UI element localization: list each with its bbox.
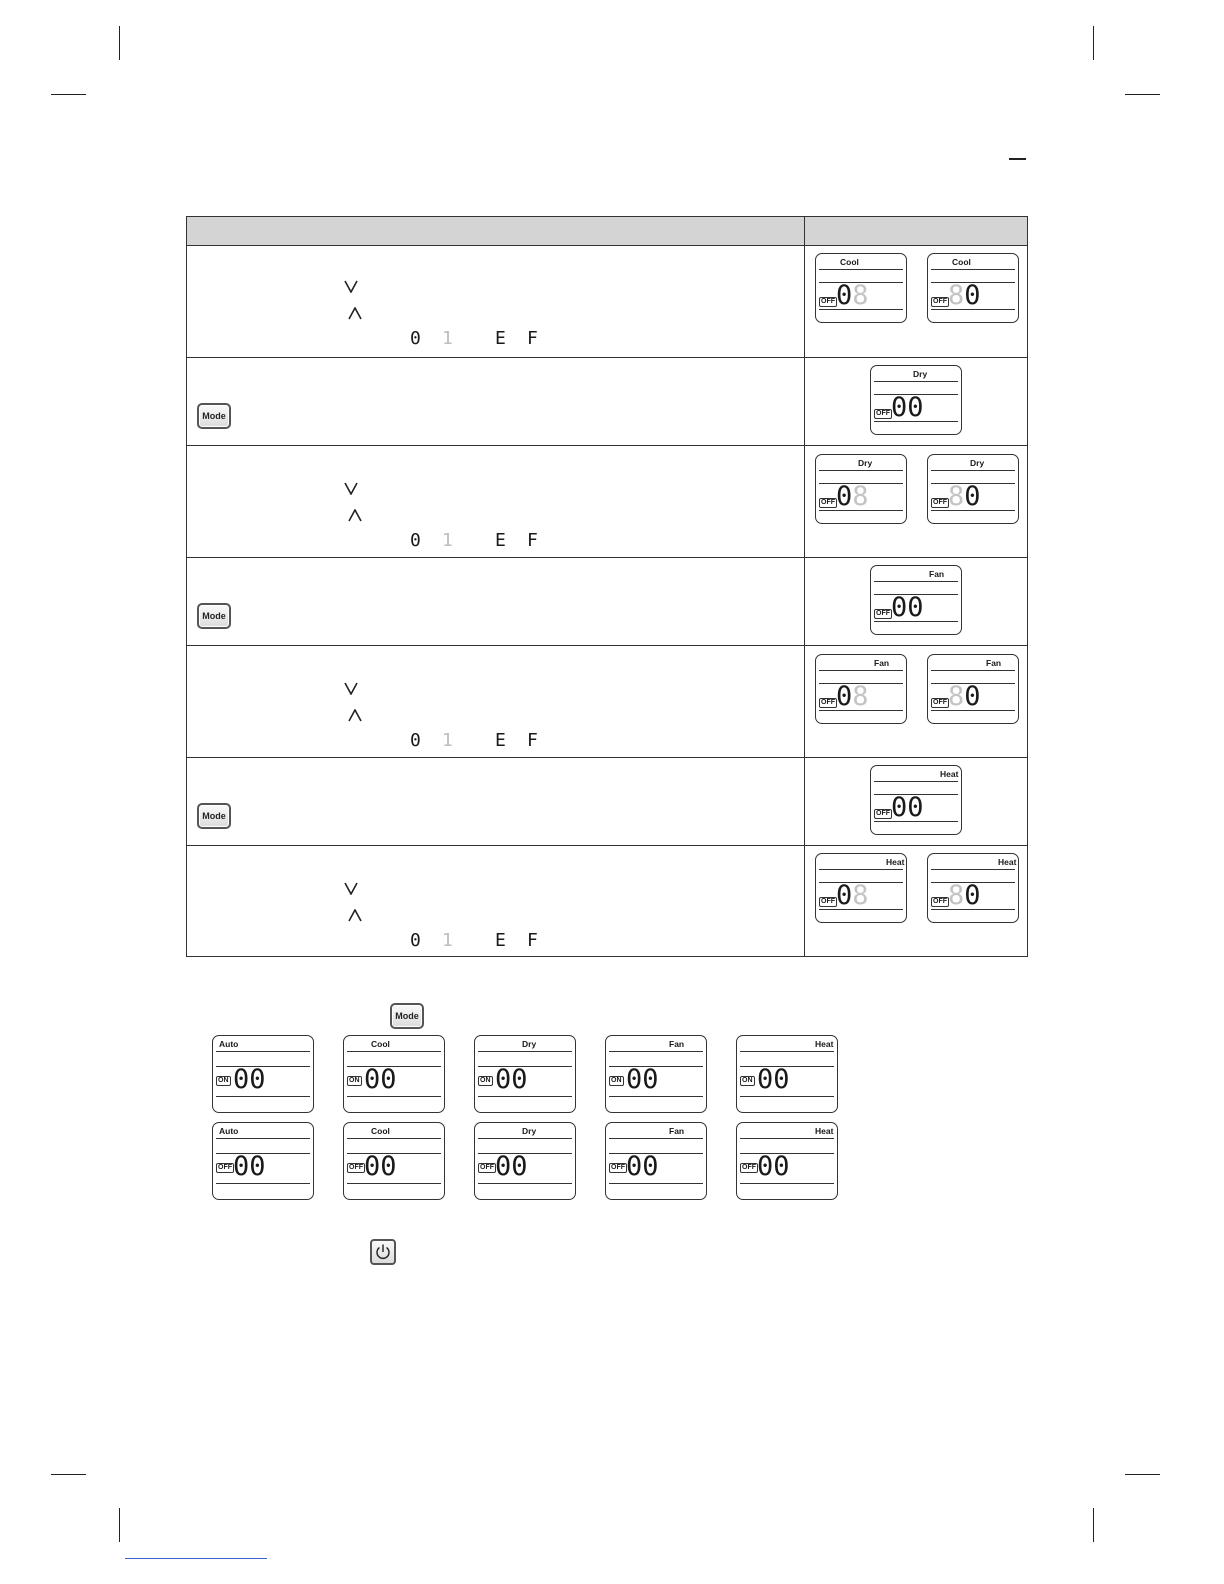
- lcd-digits: 08: [836, 681, 869, 712]
- lcd-mode-label: Fan: [874, 658, 890, 668]
- mode-button[interactable]: Mode: [197, 403, 231, 429]
- lcd-state-badge: ON: [349, 1077, 360, 1084]
- lcd-display: [815, 454, 907, 524]
- lcd-state-badge: OFF: [933, 499, 947, 506]
- lcd-mode-label: Fan: [986, 658, 1002, 668]
- lcd-digits: 00: [233, 1151, 266, 1182]
- lcd-display-auto-on: [212, 1035, 314, 1113]
- lcd-mode-label: Dry: [858, 458, 873, 468]
- lcd-mode-label: Heat: [998, 857, 1017, 867]
- crop-mark: [1125, 1474, 1160, 1475]
- chevron-down-icon: [344, 882, 358, 895]
- crop-mark: [1093, 1508, 1094, 1542]
- table-header: [187, 217, 1027, 246]
- lcd-display-heat-on: [736, 1035, 838, 1113]
- mode-button[interactable]: Mode: [390, 1003, 424, 1029]
- footer-link-line: [125, 1558, 267, 1559]
- segment-digit-e: E: [495, 328, 506, 349]
- lcd-digits: 80: [948, 481, 981, 512]
- table-row-mode-dry: [187, 358, 1027, 446]
- lcd-digits: 80: [948, 280, 981, 311]
- lcd-state-badge: OFF: [480, 1164, 494, 1171]
- lcd-mode-label: Fan: [669, 1126, 685, 1136]
- crop-mark: [51, 1474, 86, 1475]
- segment-digit-1: 1: [442, 930, 453, 951]
- chevron-up-icon: [348, 509, 362, 522]
- lcd-digits: 00: [891, 792, 924, 823]
- crop-mark: [1093, 26, 1094, 60]
- segment-digit-f: F: [527, 730, 538, 751]
- lcd-display-heat-off: [736, 1122, 838, 1200]
- lcd-mode-label: Fan: [669, 1039, 685, 1049]
- crop-mark: [1125, 94, 1160, 95]
- header-dash: [1009, 158, 1026, 160]
- lcd-display-fan-off: [605, 1122, 707, 1200]
- lcd-state-badge: OFF: [821, 499, 835, 506]
- lcd-state-badge: OFF: [349, 1164, 363, 1171]
- lcd-state-badge: OFF: [821, 298, 835, 305]
- lcd-state-badge: OFF: [218, 1164, 232, 1171]
- lcd-display: [927, 253, 1019, 323]
- lcd-display-auto-off: [212, 1122, 314, 1200]
- chevron-down-icon: [344, 682, 358, 695]
- lcd-digits: 00: [757, 1151, 790, 1182]
- table-row-fan-adjust: [187, 646, 1027, 758]
- segment-digit-0: 0: [410, 328, 421, 349]
- segment-digit-1: 1: [442, 730, 453, 751]
- lcd-display: [815, 654, 907, 724]
- lcd-display: [815, 853, 907, 923]
- lcd-state-badge: OFF: [876, 410, 890, 417]
- lcd-state-badge: OFF: [876, 810, 890, 817]
- lcd-state-badge: OFF: [821, 699, 835, 706]
- table-row-mode-fan: [187, 558, 1027, 646]
- lcd-state-badge: OFF: [933, 699, 947, 706]
- lcd-display: [870, 565, 962, 635]
- chevron-up-icon: [348, 307, 362, 320]
- lcd-display: [870, 765, 962, 835]
- lcd-mode-label: Dry: [913, 369, 928, 379]
- lcd-state-badge: ON: [742, 1077, 753, 1084]
- lcd-digits: 00: [495, 1151, 528, 1182]
- segment-digit-0: 0: [410, 930, 421, 951]
- segment-digit-0: 0: [410, 530, 421, 551]
- chevron-down-icon: [344, 280, 358, 293]
- lcd-display: [870, 365, 962, 435]
- lcd-digits: 08: [836, 880, 869, 911]
- lcd-mode-label: Heat: [940, 769, 959, 779]
- segment-digit-1: 1: [442, 530, 453, 551]
- segment-digit-e: E: [495, 530, 506, 551]
- lcd-digits: 80: [948, 681, 981, 712]
- lcd-state-badge: OFF: [742, 1164, 756, 1171]
- lcd-state-badge: OFF: [611, 1164, 625, 1171]
- crop-mark: [51, 94, 86, 95]
- lcd-display-dry-on: [474, 1035, 576, 1113]
- segment-digit-e: E: [495, 930, 506, 951]
- lcd-digits: 00: [495, 1064, 528, 1095]
- lcd-digits: 00: [364, 1151, 397, 1182]
- lcd-digits: 00: [233, 1064, 266, 1095]
- lcd-display-fan-on: [605, 1035, 707, 1113]
- mode-button[interactable]: Mode: [197, 803, 231, 829]
- mode-button[interactable]: Mode: [197, 603, 231, 629]
- lcd-mode-label: Dry: [970, 458, 985, 468]
- chevron-down-icon: [344, 482, 358, 495]
- lcd-state-badge: ON: [611, 1077, 622, 1084]
- power-button[interactable]: [370, 1239, 396, 1265]
- lcd-mode-label: Heat: [815, 1126, 834, 1136]
- lcd-mode-label: Auto: [219, 1039, 239, 1049]
- lcd-digits: 00: [626, 1064, 659, 1095]
- lcd-display: [815, 253, 907, 323]
- lcd-display: [927, 454, 1019, 524]
- lcd-digits: 00: [757, 1064, 790, 1095]
- lcd-digits: 00: [891, 392, 924, 423]
- lcd-display: [927, 853, 1019, 923]
- lcd-mode-label: Cool: [371, 1039, 390, 1049]
- lcd-mode-label: Dry: [522, 1126, 537, 1136]
- crop-mark: [119, 1508, 120, 1542]
- lcd-state-badge: OFF: [933, 898, 947, 905]
- segment-digit-0: 0: [410, 730, 421, 751]
- lcd-digits: 08: [836, 280, 869, 311]
- lcd-digits: 00: [626, 1151, 659, 1182]
- lcd-mode-label: Cool: [840, 257, 859, 267]
- chevron-up-icon: [348, 909, 362, 922]
- lcd-digits: 80: [948, 880, 981, 911]
- lcd-state-badge: OFF: [821, 898, 835, 905]
- table-row-heat-adjust: [187, 846, 1027, 958]
- lcd-mode-label: Dry: [522, 1039, 537, 1049]
- lcd-display: [927, 654, 1019, 724]
- lcd-digits: 00: [891, 592, 924, 623]
- lcd-digits: 08: [836, 481, 869, 512]
- lcd-mode-label: Heat: [886, 857, 905, 867]
- lcd-mode-label: Heat: [815, 1039, 834, 1049]
- lcd-mode-label: Cool: [371, 1126, 390, 1136]
- segment-digit-1: 1: [442, 328, 453, 349]
- power-icon: [372, 1241, 394, 1263]
- lcd-state-badge: OFF: [933, 298, 947, 305]
- chevron-up-icon: [348, 709, 362, 722]
- lcd-display-dry-off: [474, 1122, 576, 1200]
- segment-digit-f: F: [527, 328, 538, 349]
- lcd-display-cool-off: [343, 1122, 445, 1200]
- lcd-display-cool-on: [343, 1035, 445, 1113]
- lcd-mode-label: Cool: [952, 257, 971, 267]
- procedure-table: [186, 216, 1028, 957]
- lcd-state-badge: ON: [218, 1077, 229, 1084]
- table-row-dry-adjust: [187, 446, 1027, 558]
- crop-mark: [119, 26, 120, 60]
- segment-digit-f: F: [527, 930, 538, 951]
- table-row-mode-heat: [187, 758, 1027, 846]
- lcd-digits: 00: [364, 1064, 397, 1095]
- table-row-cool-adjust: [187, 246, 1027, 358]
- lcd-mode-label: Auto: [219, 1126, 239, 1136]
- segment-digit-f: F: [527, 530, 538, 551]
- lcd-state-badge: OFF: [876, 610, 890, 617]
- lcd-state-badge: ON: [480, 1077, 491, 1084]
- segment-digit-e: E: [495, 730, 506, 751]
- lcd-mode-label: Fan: [929, 569, 945, 579]
